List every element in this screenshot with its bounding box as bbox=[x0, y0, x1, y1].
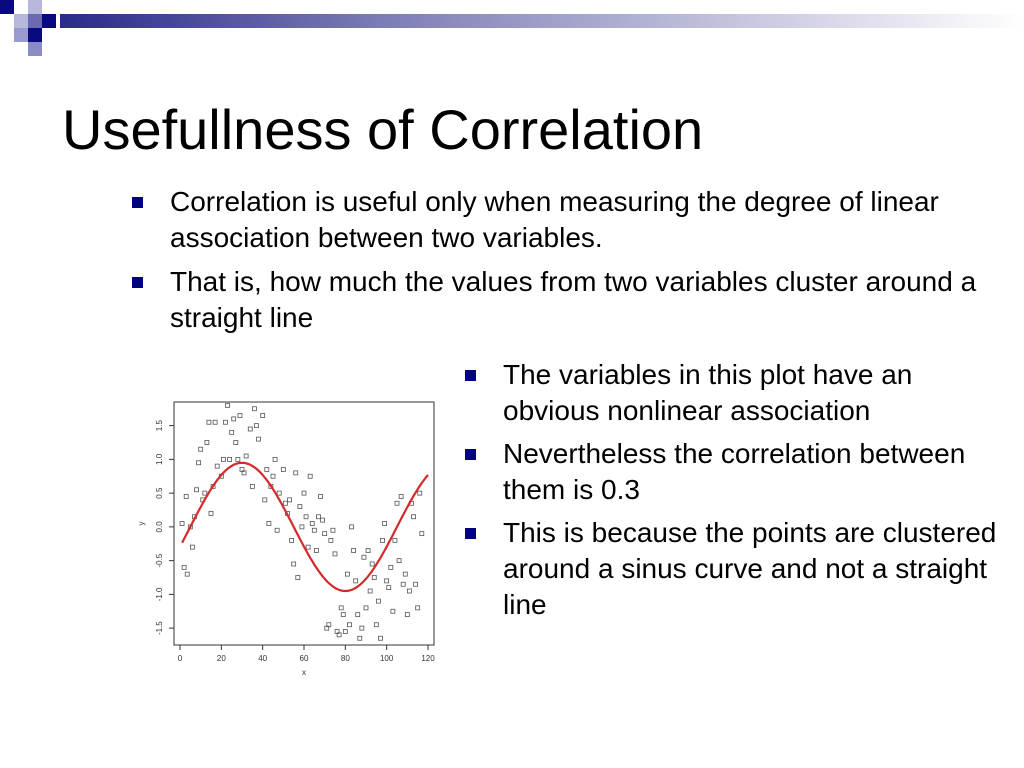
bullet-item bbox=[132, 184, 992, 256]
x-tick-label: 60 bbox=[299, 654, 309, 663]
x-tick-label: 0 bbox=[177, 654, 183, 663]
data-point bbox=[298, 505, 302, 509]
bullet-item bbox=[465, 436, 1005, 508]
data-point bbox=[339, 606, 343, 610]
plot-explanation-list bbox=[465, 357, 1005, 630]
data-point bbox=[281, 468, 285, 472]
data-point bbox=[310, 522, 314, 526]
data-point bbox=[288, 498, 292, 502]
data-point bbox=[254, 424, 258, 428]
data-point bbox=[378, 636, 382, 640]
data-point bbox=[368, 589, 372, 593]
bullet-text: Nevertheless the correlation between them is 0.3 bbox=[503, 438, 966, 505]
bullet-item bbox=[465, 515, 1005, 623]
corner-square bbox=[28, 28, 42, 42]
data-point bbox=[420, 532, 424, 536]
corner-square bbox=[28, 0, 42, 14]
data-point bbox=[333, 552, 337, 556]
y-tick-label: 1.5 bbox=[155, 420, 164, 432]
data-point bbox=[248, 427, 252, 431]
sinus-fit-curve bbox=[182, 463, 428, 591]
data-point bbox=[360, 626, 364, 630]
data-point bbox=[343, 630, 347, 634]
data-point bbox=[416, 606, 420, 610]
y-tick-label: -1.5 bbox=[155, 621, 164, 636]
data-point bbox=[403, 572, 407, 576]
data-point bbox=[308, 474, 312, 478]
data-point bbox=[300, 525, 304, 529]
data-point bbox=[195, 488, 199, 492]
data-point bbox=[226, 403, 230, 407]
data-point bbox=[221, 457, 225, 461]
data-point bbox=[199, 447, 203, 451]
data-point bbox=[283, 501, 287, 505]
data-point bbox=[203, 491, 207, 495]
data-point bbox=[381, 538, 385, 542]
data-point bbox=[397, 559, 401, 563]
data-point bbox=[306, 545, 310, 549]
data-point bbox=[412, 515, 416, 519]
data-point bbox=[267, 522, 271, 526]
scatter-plot bbox=[132, 392, 447, 682]
y-axis-label: y bbox=[137, 521, 146, 526]
data-point bbox=[312, 528, 316, 532]
data-point bbox=[261, 414, 265, 418]
bullet-text: Correlation is useful only when measuring the degree of linear association between two variables. bbox=[170, 186, 939, 253]
data-point bbox=[321, 518, 325, 522]
header-gradient-band bbox=[60, 14, 1024, 28]
data-point bbox=[407, 589, 411, 593]
y-tick-label: -0.5 bbox=[155, 553, 164, 568]
corner-square bbox=[14, 14, 28, 28]
data-point bbox=[331, 528, 335, 532]
data-point bbox=[184, 495, 188, 499]
data-point bbox=[389, 565, 393, 569]
data-point bbox=[374, 623, 378, 627]
data-point bbox=[341, 613, 345, 617]
square-bullet-icon bbox=[132, 277, 143, 288]
data-point bbox=[364, 606, 368, 610]
data-point bbox=[292, 562, 296, 566]
data-point bbox=[376, 599, 380, 603]
data-point bbox=[329, 538, 333, 542]
data-point bbox=[354, 579, 358, 583]
bullet-item bbox=[465, 357, 1005, 429]
data-point bbox=[391, 609, 395, 613]
data-point bbox=[350, 525, 354, 529]
data-point bbox=[273, 457, 277, 461]
data-point bbox=[234, 441, 238, 445]
data-point bbox=[275, 528, 279, 532]
data-point bbox=[265, 468, 269, 472]
y-tick-label: -1.0 bbox=[155, 587, 164, 602]
corner-square bbox=[42, 14, 56, 28]
plot-frame bbox=[174, 402, 434, 645]
data-point bbox=[197, 461, 201, 465]
data-point bbox=[323, 532, 327, 536]
data-point bbox=[399, 495, 403, 499]
data-point bbox=[405, 613, 409, 617]
corner-square bbox=[28, 14, 42, 28]
data-point bbox=[372, 576, 376, 580]
data-point bbox=[228, 457, 232, 461]
bullet-text: The variables in this plot have an obvious nonlinear association bbox=[503, 359, 913, 426]
data-point bbox=[252, 407, 256, 411]
y-tick-label: 0.5 bbox=[155, 487, 164, 499]
data-point bbox=[209, 511, 213, 515]
data-point bbox=[414, 582, 418, 586]
data-point bbox=[314, 549, 318, 553]
data-point bbox=[401, 582, 405, 586]
bullet-text: This is because the points are clustered around a sinus curve and not a straight line bbox=[503, 517, 997, 620]
bullet-item bbox=[132, 264, 992, 336]
data-point bbox=[236, 457, 240, 461]
data-point bbox=[182, 565, 186, 569]
data-point bbox=[347, 623, 351, 627]
corner-square bbox=[28, 42, 42, 56]
data-point bbox=[205, 441, 209, 445]
data-point bbox=[263, 498, 267, 502]
data-point bbox=[215, 464, 219, 468]
data-point bbox=[190, 545, 194, 549]
data-point bbox=[385, 579, 389, 583]
data-point bbox=[319, 495, 323, 499]
data-point bbox=[395, 501, 399, 505]
bullet-text: That is, how much the values from two variables cluster around a straight line bbox=[170, 266, 977, 333]
main-bullet-list bbox=[132, 184, 992, 344]
x-tick-label: 40 bbox=[258, 654, 268, 663]
data-point bbox=[230, 430, 234, 434]
x-tick-label: 100 bbox=[379, 654, 394, 663]
square-bullet-icon bbox=[132, 197, 143, 208]
x-axis-label: x bbox=[302, 668, 306, 677]
data-point bbox=[366, 549, 370, 553]
corner-square bbox=[0, 0, 14, 14]
data-point bbox=[302, 491, 306, 495]
data-point bbox=[185, 572, 189, 576]
data-point bbox=[277, 491, 281, 495]
data-point bbox=[316, 515, 320, 519]
data-point bbox=[244, 454, 248, 458]
x-tick-label: 120 bbox=[421, 654, 435, 663]
data-point bbox=[271, 474, 275, 478]
data-point bbox=[352, 549, 356, 553]
square-bullet-icon bbox=[465, 449, 476, 460]
data-point bbox=[207, 420, 211, 424]
y-tick-label: 0.0 bbox=[155, 521, 164, 533]
data-point bbox=[257, 437, 261, 441]
x-tick-label: 20 bbox=[216, 654, 226, 663]
x-tick-label: 80 bbox=[340, 654, 350, 663]
square-bullet-icon bbox=[465, 528, 476, 539]
data-point bbox=[418, 491, 422, 495]
data-point bbox=[238, 414, 242, 418]
data-point bbox=[304, 515, 308, 519]
slide-title: Usefullness of Correlation bbox=[62, 98, 704, 161]
data-point bbox=[383, 522, 387, 526]
data-point bbox=[232, 417, 236, 421]
data-point bbox=[356, 613, 360, 617]
data-point bbox=[345, 572, 349, 576]
data-point bbox=[250, 484, 254, 488]
corner-square bbox=[14, 28, 28, 42]
corner-decoration bbox=[0, 0, 1024, 62]
data-point bbox=[362, 555, 366, 559]
data-point bbox=[370, 562, 374, 566]
data-point bbox=[223, 420, 227, 424]
data-point bbox=[393, 538, 397, 542]
y-tick-label: 1.0 bbox=[155, 453, 164, 465]
data-point bbox=[213, 420, 217, 424]
data-point bbox=[296, 576, 300, 580]
data-point bbox=[294, 471, 298, 475]
data-point bbox=[387, 586, 391, 590]
data-point bbox=[290, 538, 294, 542]
square-bullet-icon bbox=[465, 370, 476, 381]
data-point bbox=[358, 636, 362, 640]
data-point bbox=[180, 522, 184, 526]
